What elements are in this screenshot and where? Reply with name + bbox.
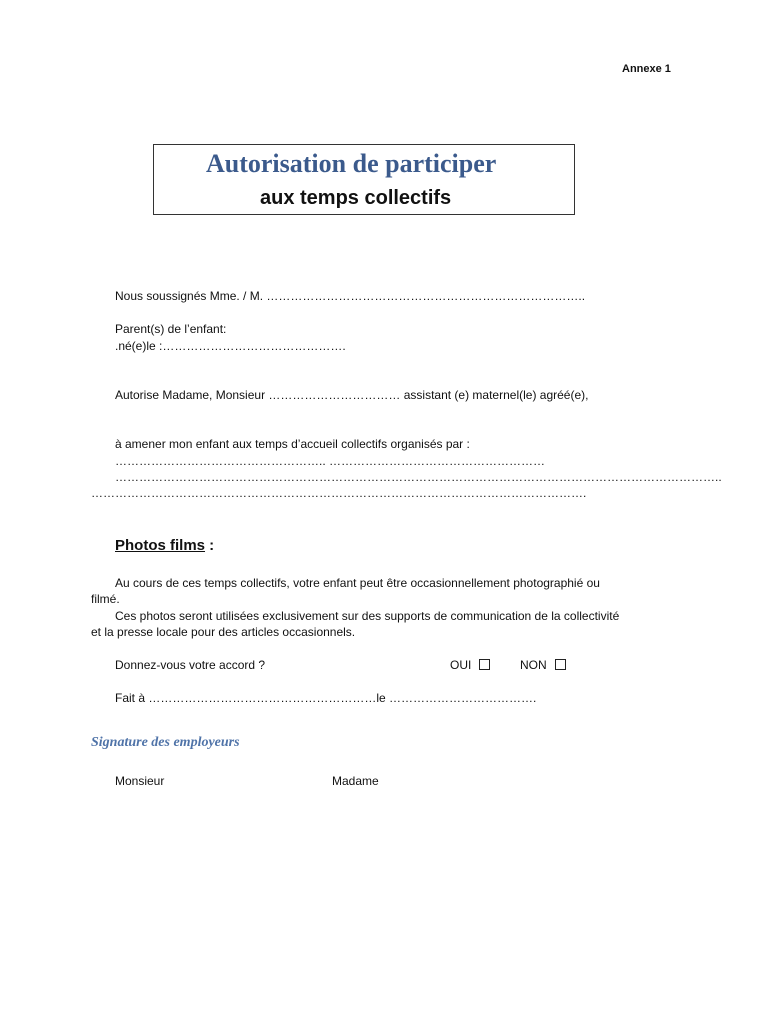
- photos-paragraph-1-line-1: Au cours de ces temps collectifs, votre enfant peut être occasionnellement photographié ou: [115, 576, 600, 590]
- non-checkbox[interactable]: [555, 659, 566, 670]
- accord-question: Donnez-vous votre accord ?: [115, 658, 266, 672]
- title-box: [153, 144, 575, 215]
- organizer-field-line-3[interactable]: …………………………………………………………………………………………………………….: [91, 486, 587, 500]
- non-option[interactable]: [520, 657, 566, 673]
- organizer-field-line-2[interactable]: ……………………………………………………………………………………………………………………………………..: [115, 470, 722, 484]
- photos-paragraph-2-line-2: et la presse locale pour des articles occasionnels.: [91, 625, 356, 639]
- document-subtitle: aux temps collectifs: [260, 187, 452, 209]
- organizer-field-line-1[interactable]: …………………………………………….. ………………………………………………: [115, 454, 546, 468]
- fait-a-field[interactable]: Fait à …………………………………………………le ……………………………….: [115, 691, 537, 705]
- photos-films-heading-text: Photos films: [115, 537, 206, 554]
- soussignes-field[interactable]: Nous soussignés Mme. / M. ……………………………………………………………………..: [115, 289, 586, 303]
- autorise-field[interactable]: Autorise Madame, Monsieur …………………………… assistant (e) maternel(le) agréé(e),: [115, 388, 589, 402]
- amener-label: à amener mon enfant aux temps d’accueil collectifs organisés par :: [115, 437, 470, 451]
- photos-films-heading: [115, 536, 214, 556]
- non-label: NON: [520, 658, 547, 672]
- oui-option[interactable]: [450, 657, 490, 673]
- birthdate-field[interactable]: .né(e)le :……………………………………….: [115, 339, 346, 353]
- oui-label: OUI: [450, 658, 472, 672]
- annex-label: Annexe 1: [622, 63, 671, 75]
- document-title: Autorisation de participer: [206, 149, 497, 178]
- signature-heading: Signature des employeurs: [91, 735, 240, 750]
- photos-paragraph-1-line-2: filmé.: [91, 592, 120, 606]
- oui-checkbox[interactable]: [479, 659, 490, 670]
- photos-films-heading-suffix: :: [205, 537, 215, 554]
- signature-madame-label: Madame: [332, 774, 379, 788]
- signature-monsieur-label: Monsieur: [115, 774, 165, 788]
- photos-paragraph-2-line-1: Ces photos seront utilisées exclusivement sur des supports de communication de la collectivité: [115, 609, 620, 623]
- parents-label: Parent(s) de l’enfant:: [115, 322, 227, 336]
